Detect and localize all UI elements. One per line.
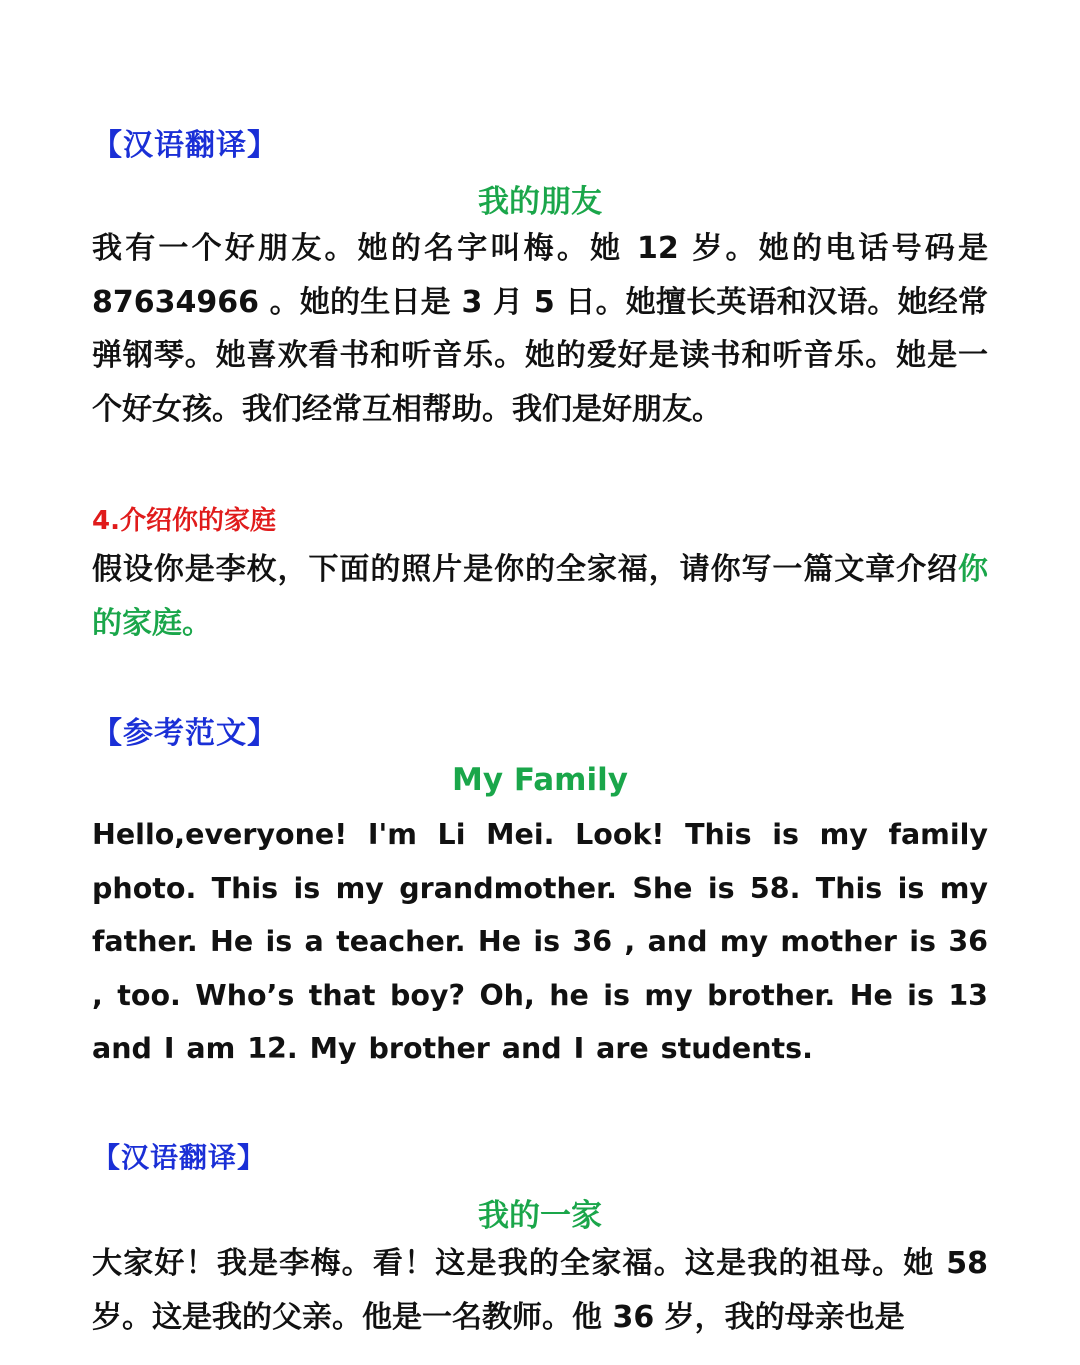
essay-body-my-family-cn: 大家好！我是李梅。看！这是我的全家福。这是我的祖母。她 58 岁。这是我的父亲。他是一名教师。他 36 岁，我的母亲也是 xyxy=(92,1246,988,1335)
task-heading-introduce-family: 4.介绍你的家庭 xyxy=(92,506,276,536)
section-label-sample-essay: 【参考范文】 xyxy=(92,716,278,751)
section-label-translation: 【汉语翻译】 xyxy=(92,128,278,163)
essay-title-my-family-cn: 我的一家 xyxy=(478,1198,602,1234)
essay-title-my-family: My Family xyxy=(452,762,628,798)
section-label-translation-2: 【汉语翻译】 xyxy=(92,1141,267,1174)
essay-body-my-friend: 我有一个好朋友。她的名字叫梅。她 12 岁。她的电话号码是 87634966 。她的生日是 3 月 5 日。她擅长英语和汉语。她经常弹钢琴。她喜欢看书和听音乐。她的爱好是读书和听音乐。她是一个好女孩。我们经常互相帮助。我们是好朋友。 xyxy=(92,231,988,427)
task-prompt-text: 假设你是李枚，下面的照片是你的全家福，请你写一篇文章介绍 xyxy=(92,552,958,587)
essay-body-my-family: Hello,everyone! I'm Li Mei. Look! This is my family photo. This is my grandmother. She is 58. This is my father. He is a teacher. He is 36 , and my mother is 36 , too. Who’s that boy? Oh, he is my brother. He is 13 and I am 12. My brother and I are students. xyxy=(92,818,988,1065)
task-prompt-highlight: 你的家庭。 xyxy=(92,552,988,641)
task-prompt xyxy=(92,543,988,650)
essay-title-my-friend: 我的朋友 xyxy=(478,184,602,220)
